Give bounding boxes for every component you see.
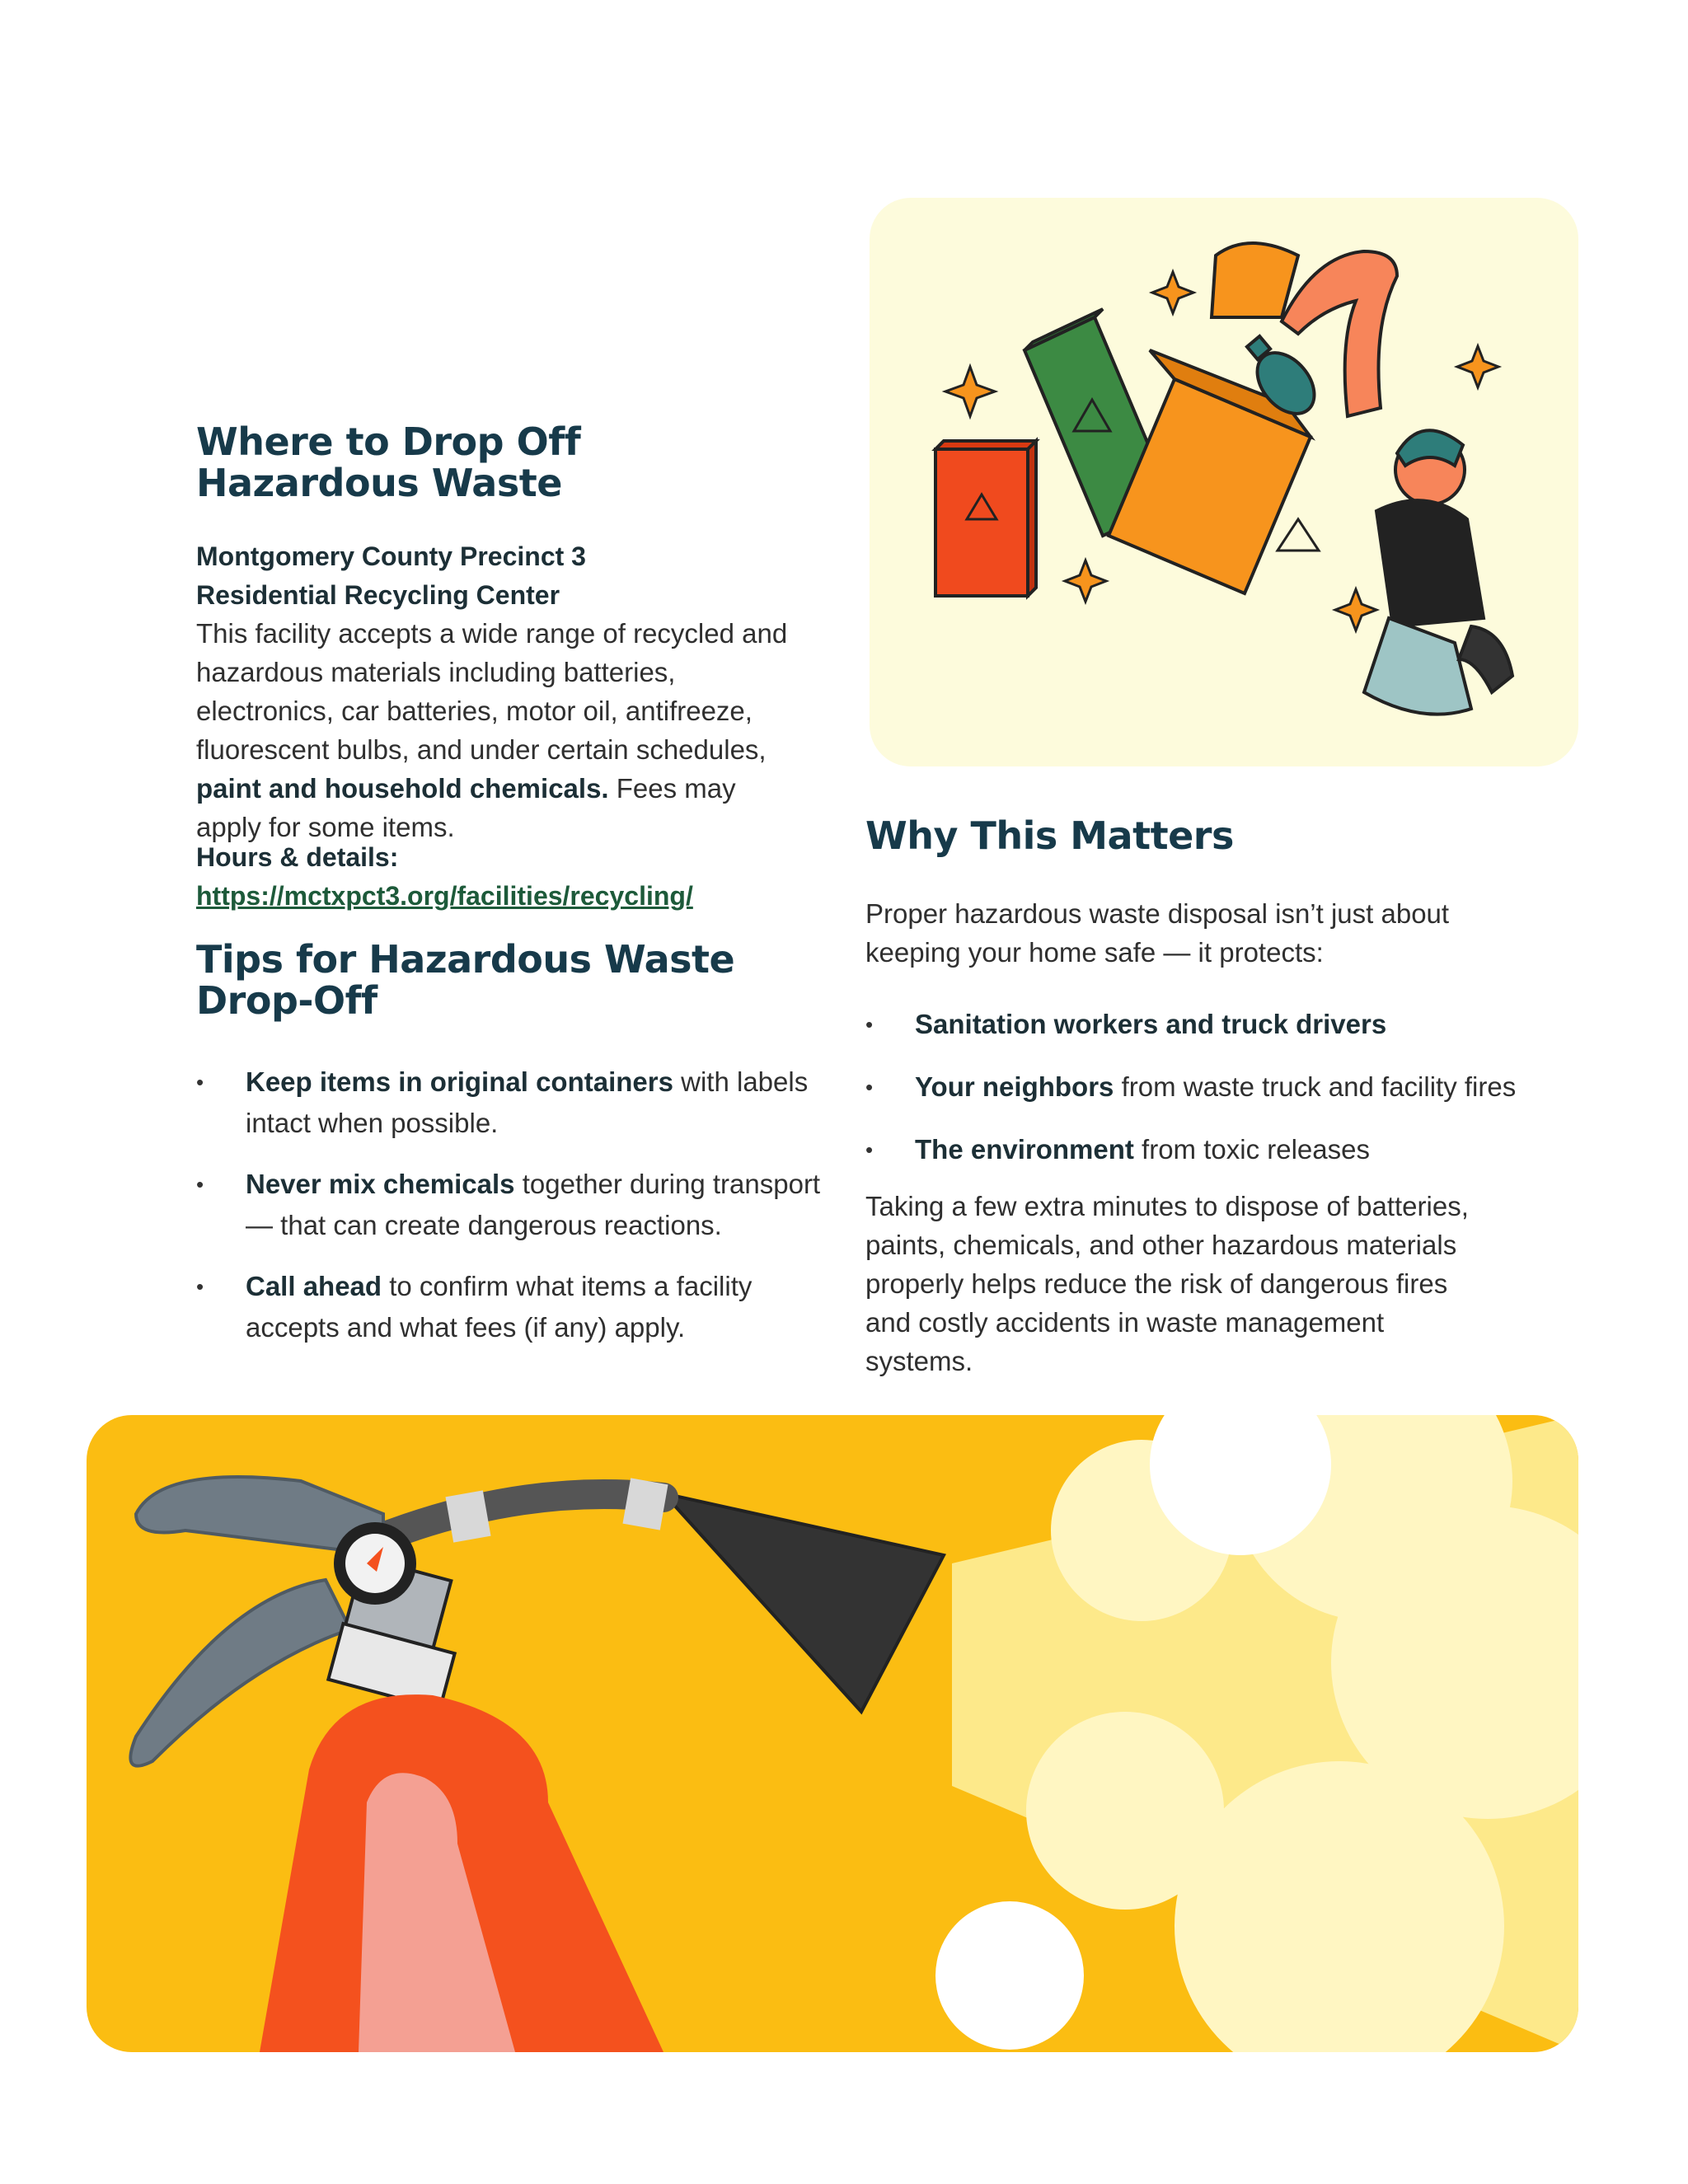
nozzle-cone: [663, 1493, 944, 1712]
extinguisher-lever: [130, 1580, 350, 1766]
fire-extinguisher-illustration: [87, 1415, 1578, 2052]
foam-cloud-white: [935, 1901, 1084, 2050]
bullet-icon: •: [196, 1274, 204, 1299]
tips-heading: [196, 937, 735, 1023]
facility-desc-tail: Fees may apply for some items.: [196, 773, 736, 842]
list-item: [196, 1266, 823, 1348]
bullet-icon: •: [865, 1137, 874, 1162]
list-item: [865, 1129, 1574, 1170]
why-heading: Why This Matters: [865, 813, 1234, 858]
facility-desc-bold: paint and household chemicals.: [196, 773, 609, 804]
recycling-bins-illustration: [870, 198, 1578, 766]
protects-bold: Your neighbors: [915, 1071, 1114, 1102]
bullet-icon: •: [196, 1172, 204, 1197]
hours-label: Hours & details:: [196, 842, 399, 872]
why-closing: Taking a few extra minutes to dispose of batteries, paints, chemicals, and other hazardous materials properly helps reduce the risk of dangerous fires and costly accidents in waste management systems.: [865, 1191, 1469, 1376]
recycling-illustration-card: [870, 198, 1578, 766]
sparkle-icon: [1065, 560, 1106, 602]
sparkle-icon: [945, 367, 995, 416]
facility-description: [196, 614, 806, 846]
bullet-icon: •: [196, 1070, 204, 1094]
protects-bold: The environment: [915, 1134, 1134, 1165]
hours-block: [196, 838, 856, 916]
sparkle-icon: [1457, 346, 1498, 387]
protects-text: from waste truck and facility fires: [1114, 1071, 1517, 1102]
list-item: [196, 1164, 823, 1246]
facility-name: [196, 537, 823, 615]
dropoff-heading-line1: Where to Drop Off: [196, 419, 581, 464]
person-figure: [1282, 251, 1512, 715]
tip-text: to confirm what items a facility accepts and what fees (if any) apply.: [246, 1271, 753, 1343]
dropoff-heading: [196, 419, 581, 505]
tip-bold: Call ahead: [246, 1271, 382, 1301]
why-intro: Proper hazardous waste disposal isn’t just about keeping your home safe — it protects:: [865, 898, 1450, 968]
list-item: [865, 1004, 1574, 1045]
tips-heading-line1: Tips for Hazardous Waste: [196, 937, 735, 982]
orange-bin: [1109, 243, 1319, 593]
facility-desc-plain: This facility accepts a wide range of recycled and hazardous materials including batteries, electronics, car batteries, motor oil, antifreeze, fluorescent bulbs, and under certain schedules,: [196, 618, 788, 765]
tip-bold: Never mix chemicals: [246, 1169, 515, 1199]
extinguisher-illustration-card: [87, 1415, 1578, 2052]
bullet-icon: •: [865, 1012, 874, 1037]
facility-name-line1: Montgomery County Precinct 3: [196, 541, 586, 571]
tip-text: with labels intact when possible.: [246, 1066, 809, 1138]
protects-text: from toxic releases: [1133, 1134, 1370, 1165]
hose-band: [445, 1490, 490, 1542]
bullet-icon: •: [865, 1075, 874, 1099]
tip-bold: Keep items in original containers: [246, 1066, 673, 1097]
facility-name-line2: Residential Recycling Center: [196, 580, 560, 610]
protects-list: [865, 1004, 1574, 1170]
red-bin: [935, 441, 1036, 596]
protects-bold: Sanitation workers and truck drivers: [915, 1009, 1387, 1039]
tips-list: [196, 1062, 823, 1348]
hours-link[interactable]: https://mctxpct3.org/facilities/recycling/: [196, 881, 693, 911]
dropoff-heading-line2: Hazardous Waste: [196, 460, 562, 505]
list-item: [865, 1066, 1574, 1108]
tips-heading-line2: Drop-Off: [196, 977, 377, 1023]
hose-band: [622, 1478, 668, 1530]
list-item: [196, 1062, 823, 1144]
gauge-icon: [334, 1522, 416, 1605]
sparkle-icon: [1152, 272, 1193, 313]
tip-text: together during transport — that can create dangerous reactions.: [246, 1169, 821, 1240]
sparkle-icon: [1335, 589, 1376, 630]
